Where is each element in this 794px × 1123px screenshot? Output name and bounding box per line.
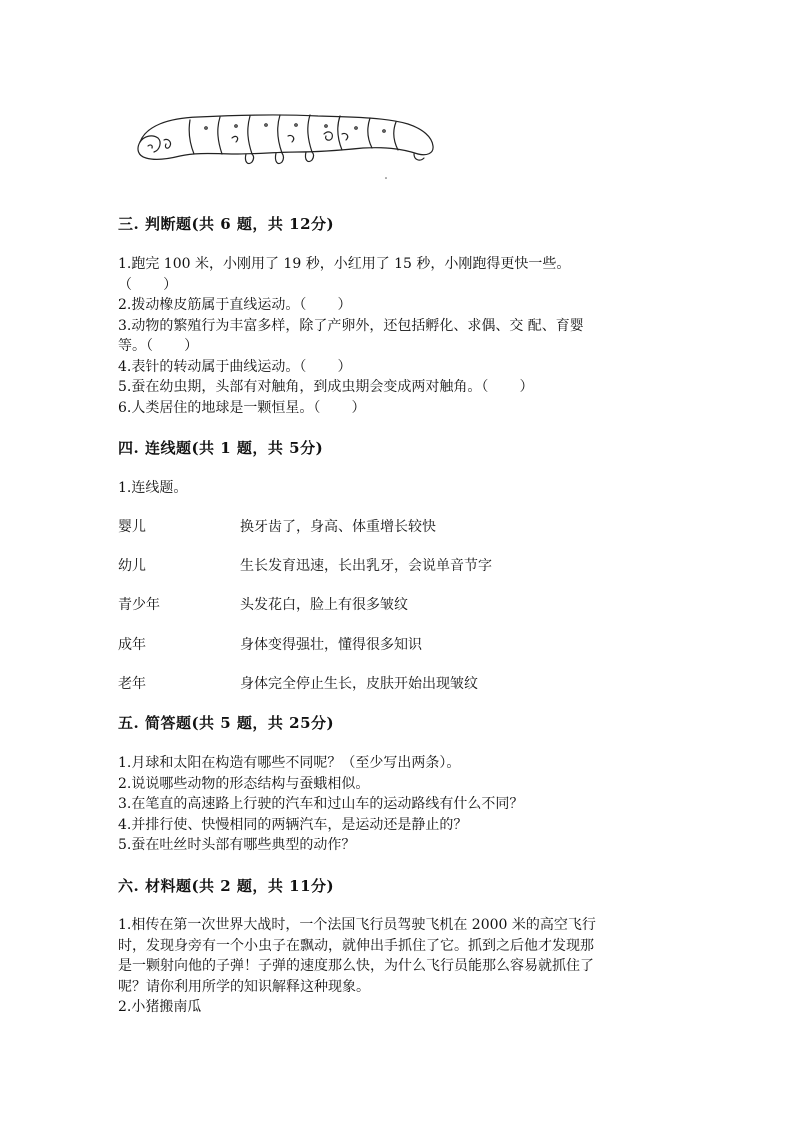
question-line: 呢？请你利用所学的知识解释这种现象。 [118, 978, 370, 995]
stage-description: 身体完全停止生长，皮肤开始出现皱纹 [240, 676, 478, 692]
stage-label: 幼儿 [118, 558, 146, 574]
section-true-false [118, 214, 678, 234]
question-line: 3.动物的繁殖行为丰富多样，除了产卵外，还包括孵化、求偶、交 配、育婴 [118, 317, 584, 334]
question-line: 1.跑完 100 米，小刚用了 19 秒，小红用了 15 秒，小刚跑得更快一些。 [118, 256, 571, 272]
section-title: 六. 材料题(共 2 题，共 11分) [118, 877, 335, 895]
section-title: 四. 连线题(共 1 题，共 5分) [118, 439, 324, 457]
stage-description: 换牙齿了，身高、体重增长较快 [240, 519, 436, 535]
stage-description: 头发花白，脸上有很多皱纹 [240, 597, 408, 613]
section-title: 三. 判断题(共 6 题，共 12分) [118, 215, 335, 233]
question-line: 1.连线题。 [118, 480, 188, 496]
question-line: 1.相传在第一次世界大战时，一个法国飞行员驾驶飞机在 2000 米的高空飞行 [118, 917, 596, 933]
stage-label: 婴儿 [118, 519, 146, 535]
question-line: 4.并排行使、快慢相同的两辆汽车，是运动还是静止的？ [118, 816, 468, 833]
question-line: 是一颗射向他的子弹！子弹的速度那么快，为什么飞行员能那么容易就抓住了 [118, 958, 594, 974]
stage-label: 成年 [118, 637, 146, 653]
true-false-questions [118, 254, 678, 418]
question-line: 3.在笔直的高速路上行驶的汽车和过山车的运动路线有什么不同？ [118, 796, 524, 812]
question-line: 6.人类居住的地球是一颗恒星。（ ） [118, 399, 366, 416]
question-line: 2.说说哪些动物的形态结构与蚕蛾相似。 [118, 775, 370, 792]
question-line: 等。（ ） [118, 338, 199, 354]
question-line: 2.拨动橡皮筋属于直线运动。（ ） [118, 297, 352, 313]
question-line: 1.月球和太阳在构造有哪些不同呢？（至少写出两条）。 [118, 755, 461, 771]
short-answer-questions [118, 753, 678, 856]
material-questions [118, 915, 678, 1018]
answer-blank: （ ） [118, 276, 178, 293]
matching-question [118, 478, 678, 499]
question-line: 4.表针的转动属于曲线运动。（ ） [118, 358, 352, 375]
stage-description: 生长发育迅速，长出乳牙，会说单音节字 [240, 558, 492, 574]
stage-label: 青少年 [118, 597, 160, 613]
question-line: 5.蚕在吐丝时头部有哪些典型的动作？ [118, 837, 356, 853]
stage-label: 老年 [118, 676, 146, 692]
stage-description: 身体变得强壮，懂得很多知识 [240, 637, 422, 653]
section-matching [118, 438, 678, 458]
question-line: 时，发现身旁有一个小虫子在飘动，就伸出手抓住了它。抓到之后他才发现那 [118, 937, 594, 954]
section-short-answer [118, 713, 678, 733]
section-title: 五. 简答题(共 5 题，共 25分) [118, 714, 335, 732]
question-line: 5.蚕在幼虫期，头部有对触角，到成虫期会变成两对触角。（ ） [118, 379, 534, 395]
section-material [118, 876, 678, 896]
silkworm-illustration [128, 104, 438, 184]
question-line: 2.小猪搬南瓜 [118, 999, 202, 1015]
